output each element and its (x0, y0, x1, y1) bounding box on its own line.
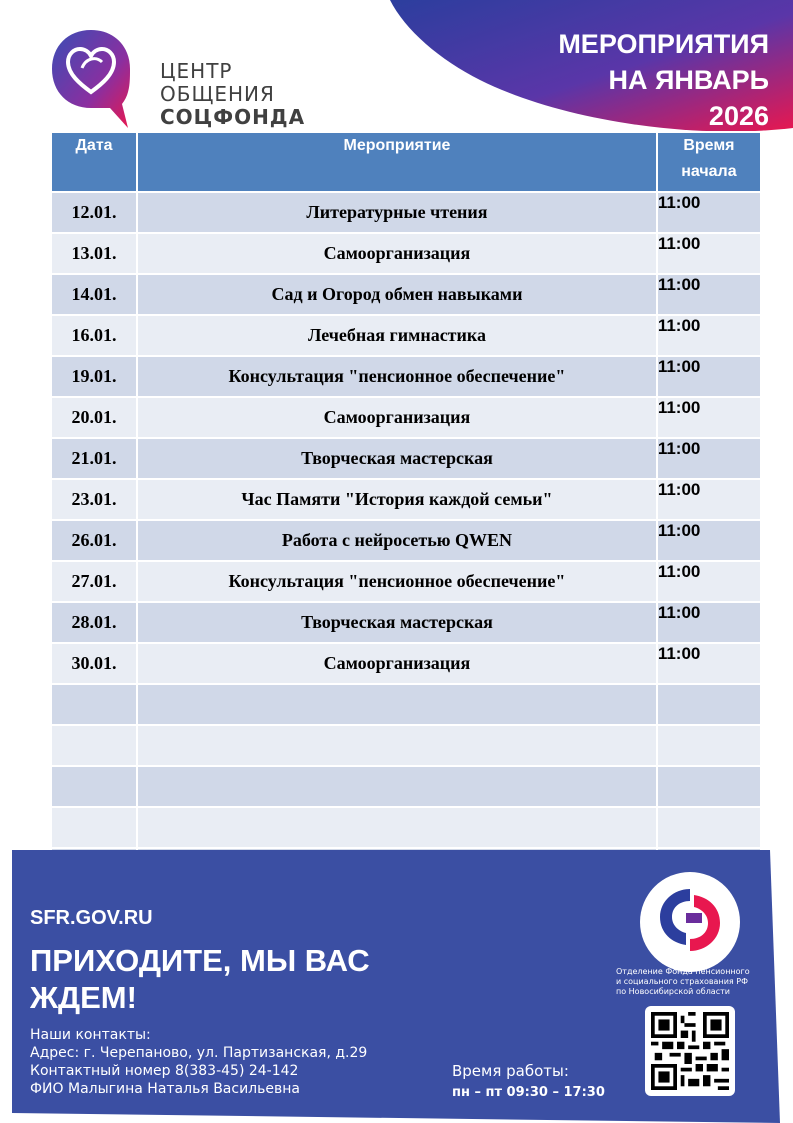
cell-time: 11:00 (657, 479, 761, 520)
cell-date: 23.01. (51, 479, 137, 520)
brand-name (160, 60, 305, 129)
cell-date: 21.01. (51, 438, 137, 479)
cell-time (657, 766, 761, 807)
dept-line3: по Новосибирской области (616, 987, 730, 996)
table-row (51, 725, 761, 766)
contacts-block (30, 1026, 367, 1098)
site-url: SFR.GOV.RU (30, 907, 153, 929)
cell-event: Сад и Огород обмен навыками (137, 274, 657, 315)
cell-time: 11:00 (657, 356, 761, 397)
cell-event (137, 766, 657, 807)
cell-date: 28.01. (51, 602, 137, 643)
contacts-person: ФИО Малыгина Наталья Васильевна (30, 1081, 300, 1097)
header-time (657, 132, 761, 192)
cell-time: 11:00 (657, 397, 761, 438)
dept-line2: и социального страхования РФ (616, 977, 748, 986)
events-table (50, 131, 762, 890)
cell-event: Работа с нейросетью QWEN (137, 520, 657, 561)
cell-event: Консультация "пенсионное обеспечение" (137, 561, 657, 602)
work-hours (452, 1061, 605, 1103)
cell-date (51, 807, 137, 848)
cell-time: 11:00 (657, 520, 761, 561)
dept-line1: Отделение Фонда пенсионного (616, 967, 750, 976)
header-event: Мероприятие (137, 132, 657, 192)
table-row (51, 356, 761, 397)
title-line2: НА ЯНВАРЬ (608, 65, 769, 95)
cell-time (657, 807, 761, 848)
cell-date (51, 684, 137, 725)
cell-event (137, 684, 657, 725)
cell-event: Литературные чтения (137, 192, 657, 233)
title-line1: МЕРОПРИЯТИЯ (558, 29, 769, 59)
cell-time: 11:00 (657, 233, 761, 274)
cell-date: 30.01. (51, 643, 137, 684)
cell-event: Самоорганизация (137, 397, 657, 438)
cell-event: Лечебная гимнастика (137, 315, 657, 356)
table-row (51, 192, 761, 233)
brand-line2: ОБЩЕНИЯ (160, 82, 275, 106)
cell-date: 20.01. (51, 397, 137, 438)
cell-time: 11:00 (657, 643, 761, 684)
work-hours-label: Время работы: (452, 1062, 569, 1080)
table-row (51, 602, 761, 643)
table-row (51, 643, 761, 684)
cell-date: 12.01. (51, 192, 137, 233)
table-row (51, 561, 761, 602)
cell-time: 11:00 (657, 274, 761, 315)
qr-code-icon (651, 1012, 729, 1090)
cell-date: 26.01. (51, 520, 137, 561)
cell-event (137, 807, 657, 848)
cell-date: 16.01. (51, 315, 137, 356)
department-name (616, 967, 776, 997)
cell-time: 11:00 (657, 602, 761, 643)
work-hours-value: пн – пт 09:30 – 17:30 (452, 1085, 605, 1100)
cell-date: 13.01. (51, 233, 137, 274)
page-title (558, 26, 769, 134)
header-time-line2: начала (681, 163, 737, 180)
cell-date (51, 766, 137, 807)
cell-event: Творческая мастерская (137, 438, 657, 479)
table-row (51, 315, 761, 356)
invitation-text (30, 942, 410, 1016)
table-row (51, 807, 761, 848)
contacts-title: Наши контакты: (30, 1027, 151, 1043)
invitation-line1: ПРИХОДИТЕ, МЫ ВАС (30, 943, 370, 978)
cell-event: Самоорганизация (137, 643, 657, 684)
cell-time (657, 684, 761, 725)
brand-line1: ЦЕНТР (160, 59, 233, 83)
cell-event: Час Памяти "История каждой семьи" (137, 479, 657, 520)
header-time-line1: Время (683, 137, 735, 154)
contacts-phone: Контактный номер 8(383-45) 24-142 (30, 1063, 299, 1079)
title-year: 2026 (708, 101, 769, 131)
table-row (51, 274, 761, 315)
table-row (51, 438, 761, 479)
table-row (51, 520, 761, 561)
cell-time (657, 725, 761, 766)
cell-event: Самоорганизация (137, 233, 657, 274)
cell-date: 14.01. (51, 274, 137, 315)
sfr-logo-icon (652, 885, 728, 955)
header-date: Дата (51, 132, 137, 192)
table-row (51, 766, 761, 807)
cell-time: 11:00 (657, 438, 761, 479)
table-row (51, 479, 761, 520)
cell-time: 11:00 (657, 192, 761, 233)
cell-date: 27.01. (51, 561, 137, 602)
heart-chat-logo (50, 28, 132, 130)
cell-date (51, 725, 137, 766)
invitation-line2: ЖДЕМ! (30, 980, 137, 1015)
cell-time: 11:00 (657, 315, 761, 356)
qr-code[interactable] (645, 1006, 735, 1096)
brand-line3: СОЦФОНДА (160, 105, 306, 129)
cell-time: 11:00 (657, 561, 761, 602)
table-row (51, 397, 761, 438)
cell-event: Творческая мастерская (137, 602, 657, 643)
cell-event: Консультация "пенсионное обеспечение" (137, 356, 657, 397)
table-row (51, 233, 761, 274)
contacts-address: Адрес: г. Черепаново, ул. Партизанская, д.29 (30, 1045, 368, 1061)
table-row (51, 684, 761, 725)
events-table-body (51, 192, 761, 889)
cell-event (137, 725, 657, 766)
cell-date: 19.01. (51, 356, 137, 397)
